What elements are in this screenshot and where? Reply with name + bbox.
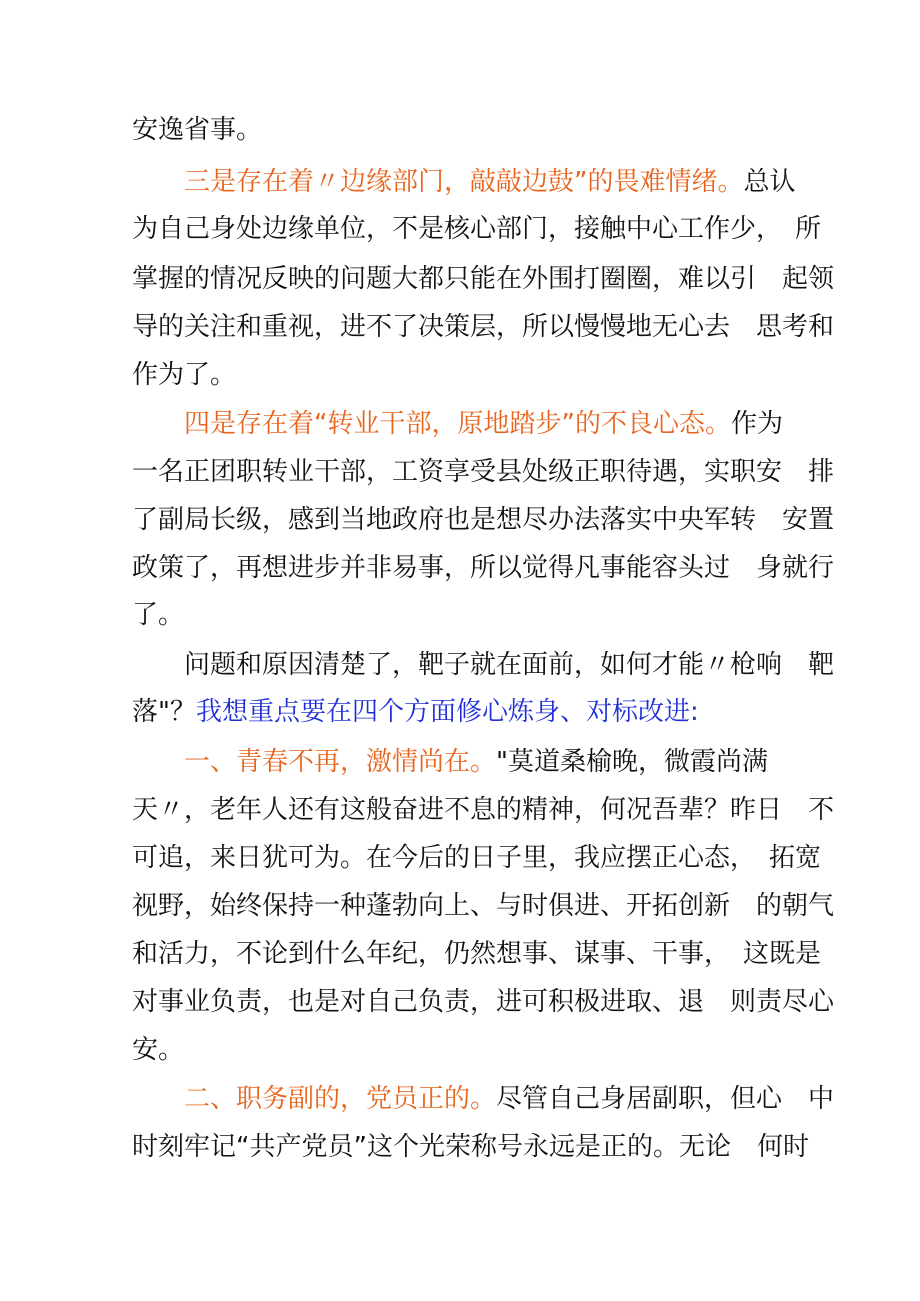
heading-3: 三是存在着〃边缘部门，敲敲边鼓”的畏难情绪。: [184, 167, 744, 197]
section-2-heading: 二、职务副的，党员正的。: [184, 1084, 497, 1114]
text-line: 了副局长级，感到当地政府也是想尽办法落实中央军转 安置: [132, 505, 835, 535]
text-line: 落"？我想重点要在四个方面修心炼身、对标改进:: [132, 697, 699, 727]
text-line: 导的关注和重视，进不了决策层，所以慢慢地无心去 思考和: [132, 312, 835, 342]
section-1-heading-line: 一、青春不再，激情尚在。"莫道桑榆晚，微霞尚满: [184, 747, 768, 777]
text-line: 问题和原因清楚了，靶子就在面前，如何才能〃枪响 靶: [184, 650, 835, 680]
blue-highlight: 我想重点要在四个方面修心炼身、对标改进:: [195, 697, 699, 727]
text-line: 一名正团职转业干部，工资享受县处级正职待遇，实职安 排: [132, 457, 835, 487]
text-line: 掌握的情况反映的问题大都只能在外围打圈圈，难以引 起领: [132, 264, 835, 294]
text-line: 安逸省事。: [132, 115, 263, 145]
text-line: 可追，来日犹可为。在今后的日子里，我应摆正心态， 拓宽: [132, 843, 822, 873]
text-line: 安。: [132, 1035, 185, 1065]
text-line: 了。: [132, 600, 185, 630]
text-line: 作为了。: [132, 360, 237, 390]
text-line: 和活力，不论到什么年纪，仍然想事、谋事、干事， 这既是: [132, 939, 822, 969]
text-line: 为自己身处边缘单位，不是核心部门，接触中心工作少， 所: [132, 214, 822, 244]
text-line: 天〃，老年人还有这般奋进不息的精神，何况吾辈？昨日 不: [132, 795, 835, 825]
text-line: 视野，始终保持一种蓬勃向上、与时俱进、开拓创新 的朝气: [132, 891, 835, 921]
text-line: 政策了，再想进步并非易事，所以觉得凡事能容头过 身就行: [132, 553, 835, 583]
section-2-heading-line: 二、职务副的，党员正的。尽管自己身居副职，但心 中: [184, 1084, 835, 1114]
text-line: 时刻牢记“共产党员”这个光荣称号永远是正的。无论 何时: [132, 1132, 809, 1162]
paragraph-4-heading-line: 四是存在着“转业干部，原地踏步”的不良心态。作为: [184, 409, 783, 439]
section-1-heading: 一、青春不再，激情尚在。: [184, 747, 497, 777]
text-line: 对事业负责，也是对自己负责，进可积极进取、退 则责尽心: [132, 987, 835, 1017]
paragraph-3-heading-line: 三是存在着〃边缘部门，敲敲边鼓”的畏难情绪。总认: [184, 167, 796, 197]
heading-4: 四是存在着“转业干部，原地踏步”的不良心态。: [184, 409, 731, 439]
